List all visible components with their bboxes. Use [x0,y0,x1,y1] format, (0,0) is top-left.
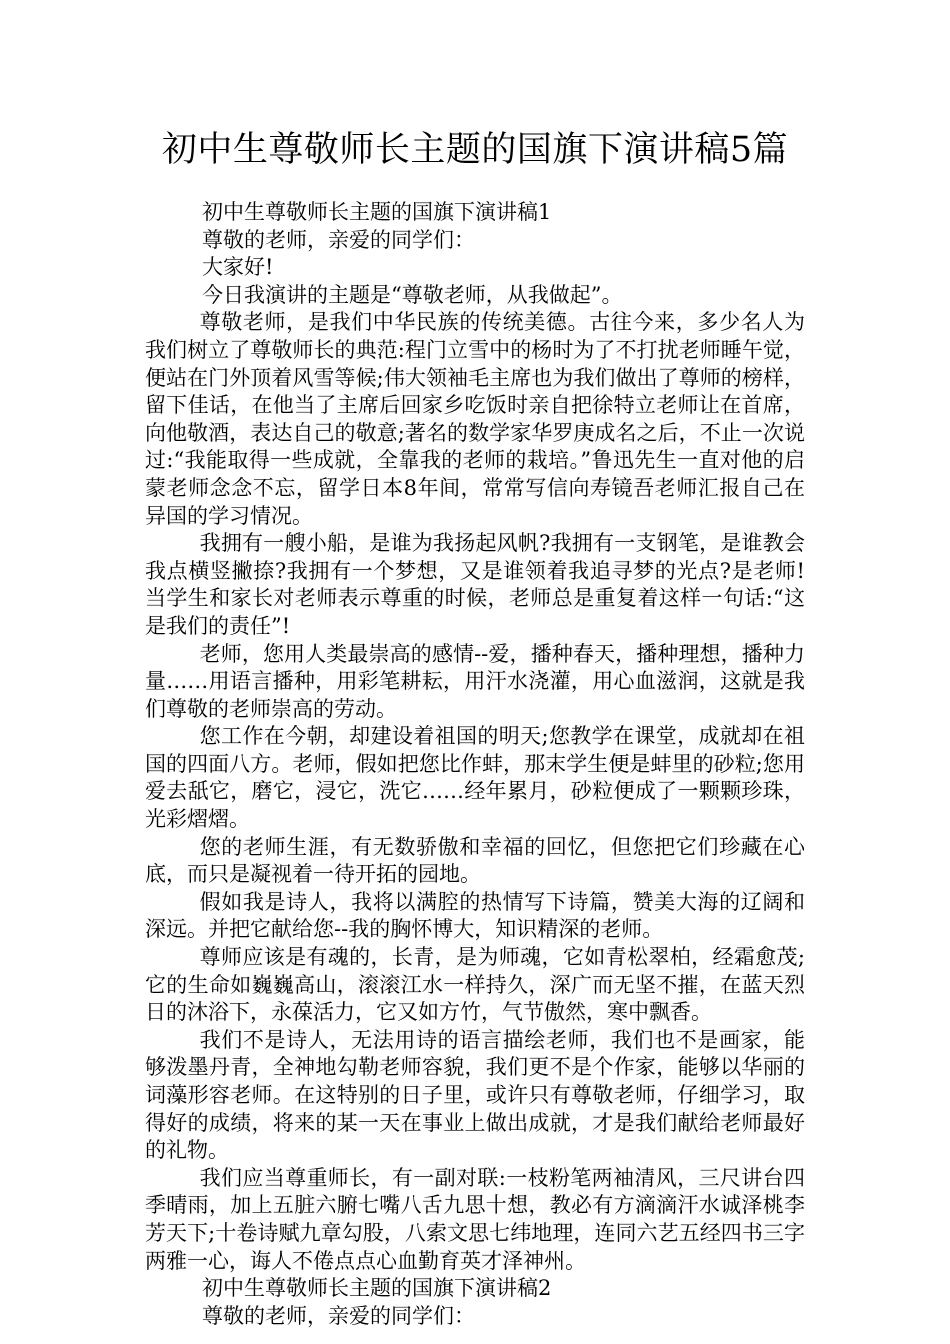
paragraph: 您的老师生涯，有无数骄傲和幸福的回忆，但您把它们珍藏在心底，而只是凝视着一待开拓的园地。 [145,834,805,887]
paragraph: 老师，您用人类最崇高的感情--爱，播种春天，播种理想，播种力量……用语言播种，用彩笔耕耘，用汗水浇灌，用心血滋润，这就是我们尊敬的老师崇高的劳动。 [145,641,805,721]
paragraph: 今日我演讲的主题是“尊敬老师，从我做起”。 [202,282,623,307]
paragraph: 我们应当尊重师长，有一副对联:一枝粉笔两袖清风，三尺讲台四季晴雨，加上五脏六腑七嘴八舌九思十想，教必有方滴滴汗水诚泽桃李芳天下;十卷诗赋九章勾股，八索文思七纬地理，连同六艺五经四书三字两雅一心，诲人不倦点点心血勤育英才泽神州。 [145,1165,805,1273]
section-heading: 初中生尊敬师长主题的国旗下演讲稿2 [202,1276,552,1301]
salutation: 尊敬的老师，亲爱的同学们： [202,227,475,252]
paragraph: 我们不是诗人，无法用诗的语言描绘老师，我们也不是画家，能够泼墨丹青，全神地勾勒老师容貌，我们更不是个作家，能够以华丽的词藻形容老师。在这特别的日子里，或许只有尊敬老师，仔细学习，取得好的成绩，将来的某一天在事业上做出成就，才是我们献给老师最好的礼物。 [145,1027,805,1163]
paragraph: 我拥有一艘小船，是谁为我扬起风帆?我拥有一支钢笔，是谁教会我点横竖撇捺?我拥有一个梦想，又是谁领着我追寻梦的光点?是老师!当学生和家长对老师表示尊重的时候，老师总是重复着这样一句话:“这是我们的责任”! [145,531,805,638]
paragraph: 尊敬老师，是我们中华民族的传统美德。古往今来，多少名人为我们树立了尊敬师长的典范:程门立雪中的杨时为了不打扰老师睡午觉，便站在门外顶着风雪等候;伟大领袖毛主席也为我们做出了尊师的榜样，留下佳话，在他当了主席后回家乡吃饭时亲自把徐特立老师让在首席，向他敬酒，表达自己的敬意;著名的数学家华罗庚成名之后，不止一次说过:“我能取得一些成就，全靠我的老师的栽培。”鲁迅先生一直对他的启蒙老师念念不忘，留学日本8年间，常常写信向寿镜吾老师汇报自己在异国的学习情况。 [145,310,805,528]
greeting: 大家好! [202,255,274,280]
paragraph: 您工作在今朝，却建设着祖国的明天;您教学在课堂，成就却在祖国的四面八方。老师，假如把您比作蚌，那末学生便是蚌里的砂粒;您用爱去舐它，磨它，浸它，洗它……经年累月，砂粒便成了一颗颗珍珠，光彩熠熠。 [145,724,805,832]
document-body [145,199,805,1330]
paragraph: 假如我是诗人，我将以满腔的热情写下诗篇，赞美大海的辽阔和深远。并把它献给您--我的胸怀博大，知识精深的老师。 [145,889,805,942]
paragraph: 尊师应该是有魂的，长青，是为师魂，它如青松翠柏，经霜愈茂;它的生命如巍巍高山，滚滚江水一样持久，深广而无坚不摧，在蓝天烈日的沐浴下，永葆活力，它又如方竹，气节傲然，寒中飘香。 [145,945,805,1025]
salutation: 尊敬的老师，亲爱的同学们： [202,1303,475,1328]
section-heading: 初中生尊敬师长主题的国旗下演讲稿1 [202,200,552,224]
document-title: 初中生尊敬师长主题的国旗下演讲稿5篇 [161,130,789,170]
